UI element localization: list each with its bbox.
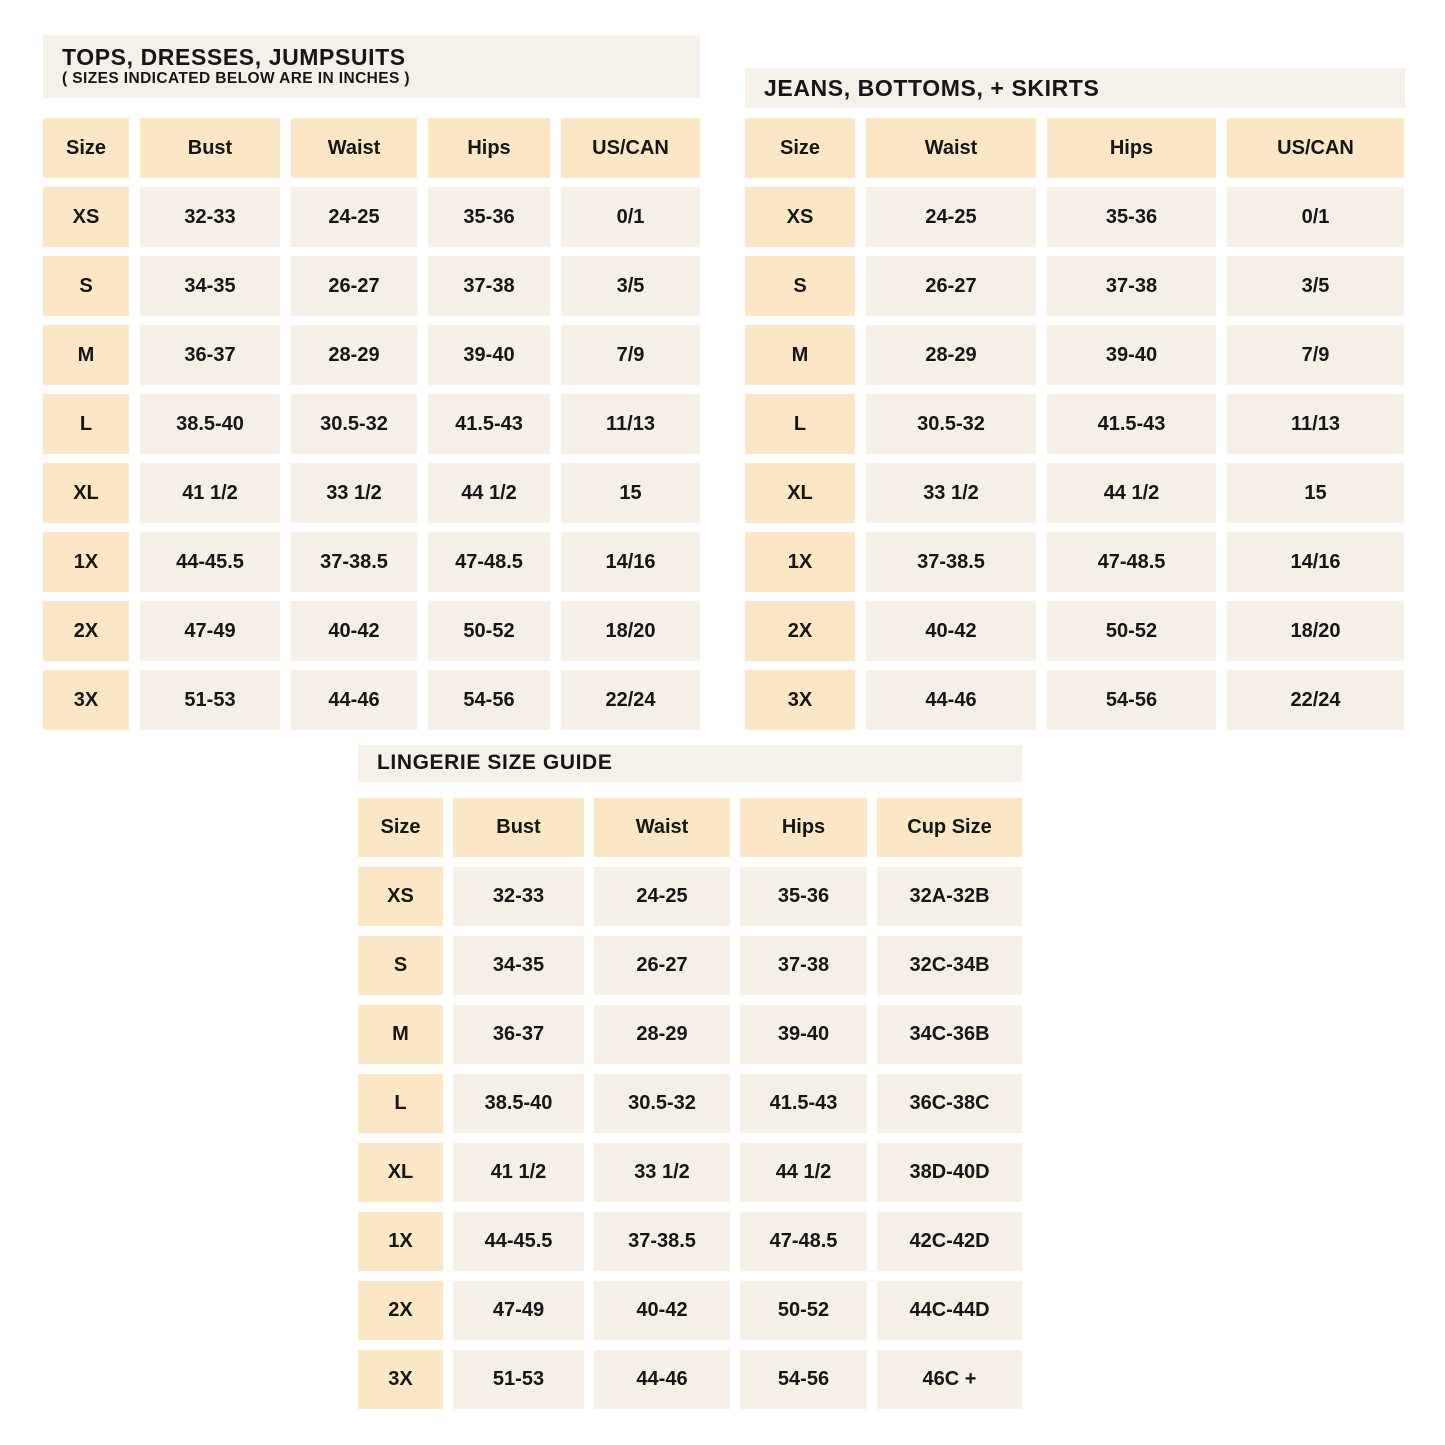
measurement-cell: 30.5-32 (594, 1074, 730, 1133)
measurement-cell: 39-40 (740, 1005, 867, 1064)
measurement-cell: 22/24 (1227, 670, 1404, 730)
measurement-cell: 18/20 (561, 601, 700, 661)
measurement-cell: 34C-36B (877, 1005, 1022, 1064)
measurement-cell: 37-38.5 (291, 532, 417, 592)
measurement-cell: 28-29 (866, 325, 1036, 385)
measurement-cell: 44 1/2 (740, 1143, 867, 1202)
measurement-cell: 41 1/2 (140, 463, 280, 523)
measurement-cell: 46C + (877, 1350, 1022, 1409)
measurement-cell: 44C-44D (877, 1281, 1022, 1340)
header-cell-waist: Waist (594, 798, 730, 857)
measurement-cell: 26-27 (866, 256, 1036, 316)
size-label-cell: XL (43, 463, 129, 523)
measurement-cell: 11/13 (1227, 394, 1404, 454)
measurement-cell: 39-40 (428, 325, 550, 385)
size-label-cell: M (358, 1005, 443, 1064)
measurement-cell: 38D-40D (877, 1143, 1022, 1202)
tops-table-title: TOPS, DRESSES, JUMPSUITS (62, 43, 406, 70)
header-cell-us-can: US/CAN (1227, 118, 1404, 178)
tops-table-grid (43, 118, 700, 730)
measurement-cell: 0/1 (561, 187, 700, 247)
measurement-cell: 35-36 (428, 187, 550, 247)
size-label-cell: 1X (43, 532, 129, 592)
measurement-cell: 35-36 (740, 867, 867, 926)
measurement-cell: 33 1/2 (291, 463, 417, 523)
size-label-cell: XS (43, 187, 129, 247)
header-cell-hips: Hips (740, 798, 867, 857)
measurement-cell: 50-52 (1047, 601, 1216, 661)
measurement-cell: 7/9 (561, 325, 700, 385)
measurement-cell: 41.5-43 (740, 1074, 867, 1133)
size-label-cell: XL (358, 1143, 443, 1202)
measurement-cell: 41 1/2 (453, 1143, 584, 1202)
header-cell-size: Size (745, 118, 855, 178)
size-label-cell: S (43, 256, 129, 316)
header-cell-hips: Hips (428, 118, 550, 178)
measurement-cell: 47-48.5 (428, 532, 550, 592)
measurement-cell: 11/13 (561, 394, 700, 454)
measurement-cell: 30.5-32 (866, 394, 1036, 454)
measurement-cell: 36C-38C (877, 1074, 1022, 1133)
tops-table-subtitle: ( SIZES INDICATED BELOW ARE IN INCHES ) (62, 70, 410, 88)
measurement-cell: 24-25 (866, 187, 1036, 247)
measurement-cell: 32A-32B (877, 867, 1022, 926)
header-cell-us-can: US/CAN (561, 118, 700, 178)
header-cell-hips: Hips (1047, 118, 1216, 178)
measurement-cell: 28-29 (594, 1005, 730, 1064)
measurement-cell: 44-46 (866, 670, 1036, 730)
measurement-cell: 37-38.5 (866, 532, 1036, 592)
measurement-cell: 15 (561, 463, 700, 523)
measurement-cell: 14/16 (561, 532, 700, 592)
measurement-cell: 38.5-40 (140, 394, 280, 454)
measurement-cell: 47-48.5 (740, 1212, 867, 1271)
measurement-cell: 44-45.5 (140, 532, 280, 592)
header-cell-size: Size (358, 798, 443, 857)
measurement-cell: 40-42 (594, 1281, 730, 1340)
tops-size-table (43, 35, 700, 730)
size-label-cell: 3X (358, 1350, 443, 1409)
lingerie-size-table (358, 745, 1022, 1409)
size-label-cell: 3X (745, 670, 855, 730)
measurement-cell: 44 1/2 (1047, 463, 1216, 523)
measurement-cell: 44 1/2 (428, 463, 550, 523)
measurement-cell: 37-38.5 (594, 1212, 730, 1271)
header-cell-cup-size: Cup Size (877, 798, 1022, 857)
measurement-cell: 40-42 (291, 601, 417, 661)
size-label-cell: M (43, 325, 129, 385)
size-label-cell: M (745, 325, 855, 385)
size-label-cell: XS (745, 187, 855, 247)
measurement-cell: 32-33 (453, 867, 584, 926)
lingerie-table-grid (358, 798, 1022, 1409)
measurement-cell: 28-29 (291, 325, 417, 385)
header-cell-waist: Waist (291, 118, 417, 178)
measurement-cell: 36-37 (140, 325, 280, 385)
measurement-cell: 32C-34B (877, 936, 1022, 995)
lingerie-table-title: LINGERIE SIZE GUIDE (377, 751, 613, 775)
measurement-cell: 50-52 (740, 1281, 867, 1340)
measurement-cell: 38.5-40 (453, 1074, 584, 1133)
measurement-cell: 54-56 (428, 670, 550, 730)
tops-table-title-bar (43, 35, 700, 98)
size-label-cell: 2X (43, 601, 129, 661)
measurement-cell: 33 1/2 (866, 463, 1036, 523)
measurement-cell: 50-52 (428, 601, 550, 661)
measurement-cell: 47-49 (140, 601, 280, 661)
size-label-cell: S (358, 936, 443, 995)
measurement-cell: 41.5-43 (428, 394, 550, 454)
measurement-cell: 30.5-32 (291, 394, 417, 454)
measurement-cell: 44-46 (594, 1350, 730, 1409)
measurement-cell: 37-38 (740, 936, 867, 995)
measurement-cell: 7/9 (1227, 325, 1404, 385)
jeans-table-title: JEANS, BOTTOMS, + SKIRTS (764, 74, 1100, 101)
size-label-cell: 2X (358, 1281, 443, 1340)
lingerie-table-title-bar (358, 745, 1022, 782)
header-cell-bust: Bust (453, 798, 584, 857)
measurement-cell: 34-35 (453, 936, 584, 995)
size-label-cell: L (43, 394, 129, 454)
measurement-cell: 37-38 (428, 256, 550, 316)
jeans-size-table (745, 68, 1405, 730)
measurement-cell: 3/5 (1227, 256, 1404, 316)
size-label-cell: 1X (745, 532, 855, 592)
measurement-cell: 26-27 (291, 256, 417, 316)
measurement-cell: 44-45.5 (453, 1212, 584, 1271)
measurement-cell: 3/5 (561, 256, 700, 316)
measurement-cell: 33 1/2 (594, 1143, 730, 1202)
size-label-cell: S (745, 256, 855, 316)
measurement-cell: 47-48.5 (1047, 532, 1216, 592)
measurement-cell: 18/20 (1227, 601, 1404, 661)
size-label-cell: 1X (358, 1212, 443, 1271)
header-cell-bust: Bust (140, 118, 280, 178)
measurement-cell: 14/16 (1227, 532, 1404, 592)
measurement-cell: 51-53 (140, 670, 280, 730)
size-label-cell: L (745, 394, 855, 454)
measurement-cell: 44-46 (291, 670, 417, 730)
measurement-cell: 54-56 (740, 1350, 867, 1409)
measurement-cell: 41.5-43 (1047, 394, 1216, 454)
size-label-cell: 2X (745, 601, 855, 661)
jeans-table-title-bar (745, 68, 1405, 108)
measurement-cell: 37-38 (1047, 256, 1216, 316)
measurement-cell: 54-56 (1047, 670, 1216, 730)
size-label-cell: L (358, 1074, 443, 1133)
header-cell-size: Size (43, 118, 129, 178)
measurement-cell: 22/24 (561, 670, 700, 730)
measurement-cell: 40-42 (866, 601, 1036, 661)
measurement-cell: 24-25 (594, 867, 730, 926)
measurement-cell: 0/1 (1227, 187, 1404, 247)
size-label-cell: 3X (43, 670, 129, 730)
measurement-cell: 47-49 (453, 1281, 584, 1340)
measurement-cell: 35-36 (1047, 187, 1216, 247)
measurement-cell: 51-53 (453, 1350, 584, 1409)
measurement-cell: 34-35 (140, 256, 280, 316)
size-label-cell: XL (745, 463, 855, 523)
measurement-cell: 39-40 (1047, 325, 1216, 385)
measurement-cell: 32-33 (140, 187, 280, 247)
measurement-cell: 26-27 (594, 936, 730, 995)
measurement-cell: 36-37 (453, 1005, 584, 1064)
measurement-cell: 24-25 (291, 187, 417, 247)
size-label-cell: XS (358, 867, 443, 926)
header-cell-waist: Waist (866, 118, 1036, 178)
measurement-cell: 15 (1227, 463, 1404, 523)
jeans-table-grid (745, 118, 1405, 730)
measurement-cell: 42C-42D (877, 1212, 1022, 1271)
